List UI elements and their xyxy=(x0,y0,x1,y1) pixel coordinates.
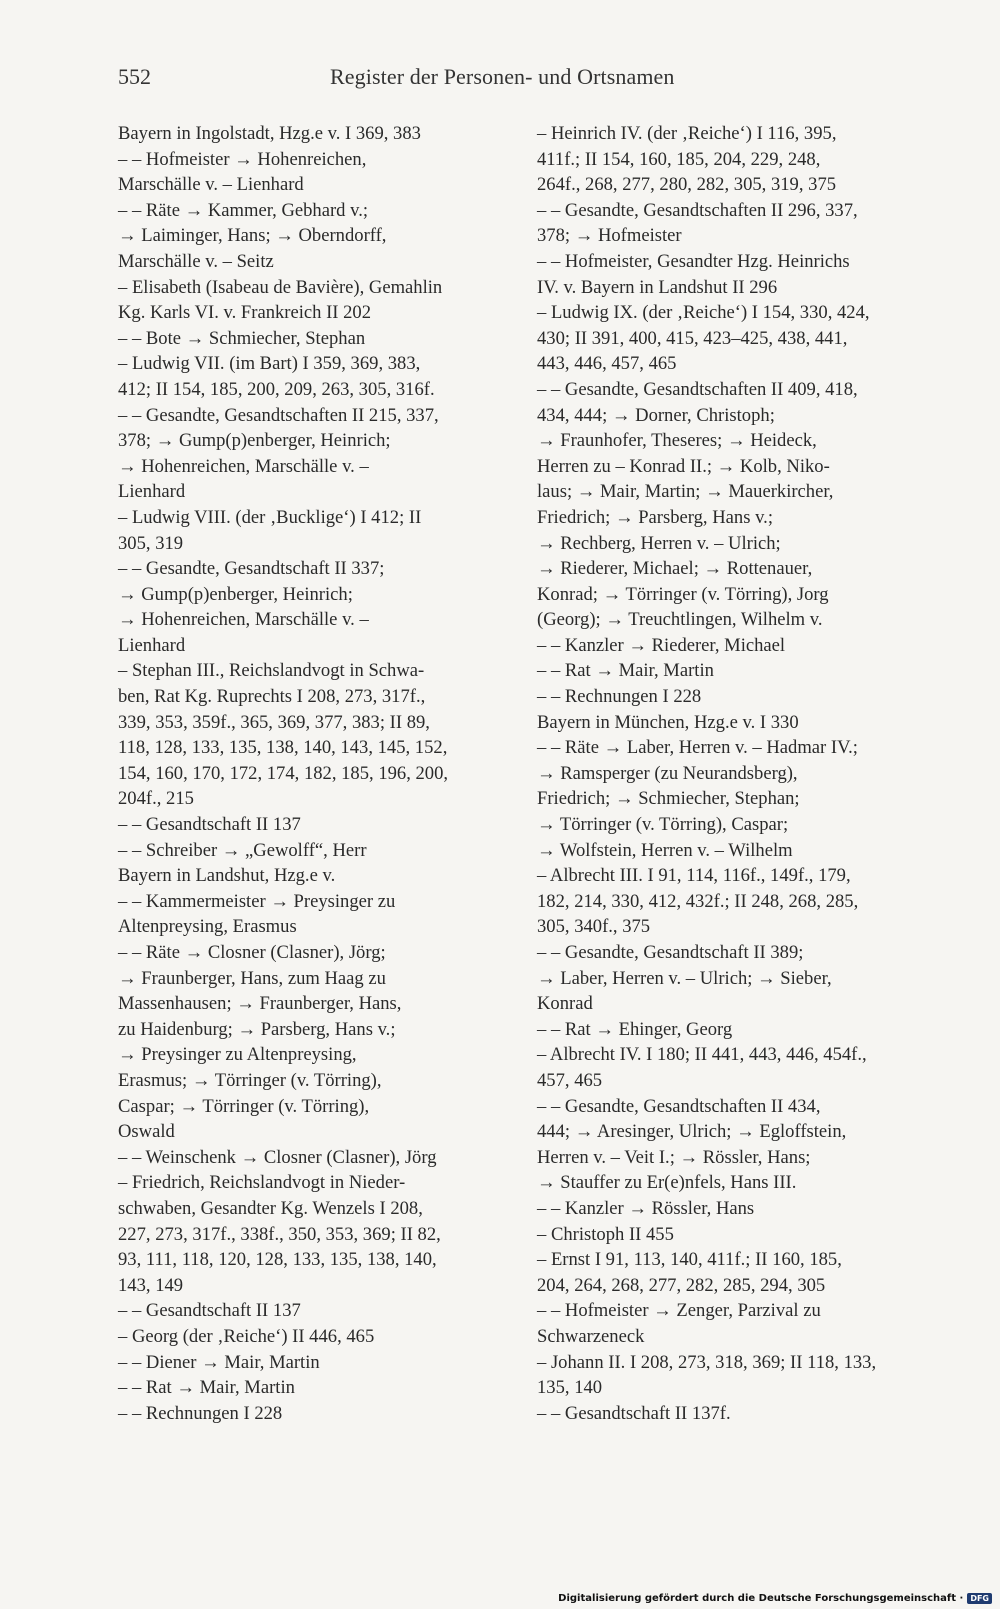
index-entry xyxy=(118,198,503,275)
entry-line: – – Gesandte, Gesandtschaften II 434, xyxy=(537,1095,821,1117)
entry-line: – Johann II. I 208, 273, 318, 369; II 118, 133, xyxy=(537,1351,877,1373)
entry-line: ben, Rat Kg. Ruprechts I 208, 273, 317f., xyxy=(118,686,426,708)
entry-line: 378; → Gump(p)enberger, Heinrich; xyxy=(118,430,391,452)
entry-line: Kg. Karls VI. v. Frankreich II 202 xyxy=(118,302,372,324)
entry-line: → Hohenreichen, Marschälle v. – xyxy=(118,609,369,631)
entry-line: – – Kanzler → Riederer, Michael xyxy=(537,634,786,656)
entry-line: – – Gesandte, Gesandtschaften II 215, 337, xyxy=(118,404,439,426)
entry-line: – – Bote → Schmiecher, Stephan xyxy=(118,327,366,349)
entry-line: → Fraunberger, Hans, zum Haag zu xyxy=(118,967,386,989)
entry-line: – – Weinschenk → Closner (Clasner), Jörg xyxy=(118,1146,437,1168)
entry-line: – Friedrich, Reichslandvogt in Nieder- xyxy=(118,1172,406,1194)
entry-line: 204f., 215 xyxy=(118,788,194,810)
entry-line: 264f., 268, 277, 280, 282, 305, 319, 375 xyxy=(537,174,837,196)
index-entry xyxy=(537,1094,922,1196)
index-entry xyxy=(537,1247,922,1298)
index-entry xyxy=(118,403,503,505)
entry-line: – – Kanzler → Rössler, Hans xyxy=(537,1197,755,1219)
entry-line: – – Rechnungen I 228 xyxy=(537,686,702,708)
entry-line: → Fraunhofer, Theseres; → Heideck, xyxy=(537,430,817,452)
entry-line: → Stauffer zu Er(e)nfels, Hans III. xyxy=(537,1172,797,1194)
index-entry xyxy=(118,351,503,402)
index-entry xyxy=(537,1401,922,1427)
entry-line: Marschälle v. – Seitz xyxy=(118,250,274,272)
entry-line: – – Rat → Ehinger, Georg xyxy=(537,1018,733,1040)
entry-line: 339, 353, 359f., 365, 369, 377, 383; II 89, xyxy=(118,711,430,733)
entry-line: 305, 319 xyxy=(118,532,184,554)
index-entry xyxy=(537,1350,922,1401)
entry-line: Lienhard xyxy=(118,481,186,503)
entry-line: 182, 214, 330, 412, 432f.; II 248, 268, 285, xyxy=(537,890,859,912)
entry-line: – – Schreiber → „Gewolff“, Herr xyxy=(118,839,367,861)
entry-line: Caspar; → Törringer (v. Törring), xyxy=(118,1095,370,1117)
entry-line: Friedrich; → Schmiecher, Stephan; xyxy=(537,788,800,810)
entry-line: – – Gesandtschaft II 137 xyxy=(118,1300,301,1322)
entry-line: Friedrich; → Parsberg, Hans v.; xyxy=(537,506,773,528)
entry-line: → Ramsperger (zu Neurandsberg), xyxy=(537,762,798,784)
entry-line: – Albrecht IV. I 180; II 441, 443, 446, 454f., xyxy=(537,1044,867,1066)
entry-line: – Elisabeth (Isabeau de Bavière), Gemahlin xyxy=(118,276,443,298)
index-entry xyxy=(537,1222,922,1248)
index-entry xyxy=(537,1017,922,1043)
entry-line: → Gump(p)enberger, Heinrich; xyxy=(118,583,353,605)
entry-line: – Ludwig VIII. (der ‚Bucklige‘) I 412; II xyxy=(118,506,422,528)
index-entry xyxy=(118,1170,503,1298)
entry-line: – Heinrich IV. (der ‚Reiche‘) I 116, 395, xyxy=(537,123,837,144)
entry-line: – Stephan III., Reichslandvogt in Schwa- xyxy=(118,660,425,682)
right-column xyxy=(537,121,922,1426)
entry-line: zu Haidenburg; → Parsberg, Hans v.; xyxy=(118,1018,396,1040)
entry-line: – Georg (der ‚Reiche‘) II 446, 465 xyxy=(118,1325,375,1347)
entry-line: Erasmus; → Törringer (v. Törring), xyxy=(118,1069,382,1091)
index-entry xyxy=(537,684,922,710)
index-entry xyxy=(537,633,922,659)
entry-line: → Laiminger, Hans; → Oberndorff, xyxy=(118,225,387,247)
entry-line: Oswald xyxy=(118,1121,175,1143)
entry-line: – – Gesandte, Gesandtschaften II 409, 418, xyxy=(537,378,858,400)
index-entry xyxy=(118,556,503,658)
index-entry xyxy=(537,1298,922,1349)
entry-line: 135, 140 xyxy=(537,1377,603,1399)
entry-line: – Ernst I 91, 113, 140, 411f.; II 160, 185, xyxy=(537,1249,842,1271)
entry-line: Lienhard xyxy=(118,634,186,656)
index-entry xyxy=(118,1324,503,1350)
entry-line: – Ludwig IX. (der ‚Reiche‘) I 154, 330, 424, xyxy=(537,302,870,324)
entry-line: – – Hofmeister → Hohenreichen, xyxy=(118,148,367,170)
index-entry xyxy=(118,658,503,812)
entry-line: Bayern in Landshut, Hzg.e v. xyxy=(118,865,336,887)
entry-line: Konrad xyxy=(537,993,593,1015)
entry-line: – – Diener → Mair, Martin xyxy=(118,1351,320,1373)
entry-line: – – Räte → Kammer, Gebhard v.; xyxy=(118,199,369,221)
index-entry xyxy=(537,249,922,300)
index-entry xyxy=(537,1196,922,1222)
entry-line: – – Gesandte, Gesandtschaft II 389; xyxy=(537,942,804,963)
entry-line: Marschälle v. – Lienhard xyxy=(118,174,304,196)
entry-line: – – Rechnungen I 228 xyxy=(118,1402,283,1424)
entry-line: → Törringer (v. Törring), Caspar; xyxy=(537,814,789,836)
entry-line: Bayern in Ingolstadt, Hzg.e v. I 369, 383 xyxy=(118,123,421,144)
index-entry xyxy=(118,326,503,352)
index-entry xyxy=(537,121,922,198)
entry-line: – Christoph II 455 xyxy=(537,1223,674,1245)
entry-line: IV. v. Bayern in Landshut II 296 xyxy=(537,276,778,298)
entry-line: – – Gesandtschaft II 137 xyxy=(118,814,301,836)
entry-line: → Riederer, Michael; → Rottenauer, xyxy=(537,558,813,580)
left-column xyxy=(118,121,503,1426)
entry-line: – Albrecht III. I 91, 114, 116f., 149f., 179, xyxy=(537,865,851,887)
entry-line: → Laber, Herren v. – Ulrich; → Sieber, xyxy=(537,967,832,989)
entry-line: – – Gesandtschaft II 137f. xyxy=(537,1402,731,1424)
entry-line: 154, 160, 170, 172, 174, 182, 185, 196, 200, xyxy=(118,762,449,784)
page-number: 552 xyxy=(118,64,151,89)
entry-line: 443, 446, 457, 465 xyxy=(537,353,677,375)
index-entry xyxy=(537,710,922,736)
entry-line: 444; → Aresinger, Ulrich; → Egloffstein, xyxy=(537,1121,847,1143)
entry-line: Herren zu – Konrad II.; → Kolb, Niko- xyxy=(537,455,830,477)
entry-line: laus; → Mair, Martin; → Mauerkircher, xyxy=(537,481,834,503)
entry-line: (Georg); → Treuchtlingen, Wilhelm v. xyxy=(537,609,823,631)
entry-line: 118, 128, 133, 135, 138, 140, 143, 145, 152, xyxy=(118,737,448,759)
credit-text: Digitalisierung gefördert durch die Deutsche Forschungsgemeinschaft · xyxy=(558,1593,964,1604)
index-entry xyxy=(118,505,503,556)
index-entry xyxy=(537,940,922,1017)
index-entry xyxy=(118,889,503,940)
entry-line: – – Rat → Mair, Martin xyxy=(118,1377,295,1399)
entry-line: – – Rat → Mair, Martin xyxy=(537,660,714,682)
entry-line: 411f.; II 154, 160, 185, 204, 229, 248, xyxy=(537,148,821,170)
index-entry xyxy=(118,1401,503,1427)
entry-line: schwaben, Gesandter Kg. Wenzels I 208, xyxy=(118,1197,423,1219)
index-entry xyxy=(537,1042,922,1093)
index-entry xyxy=(537,735,922,863)
entry-line: 412; II 154, 185, 200, 209, 263, 305, 316f. xyxy=(118,378,435,400)
entry-line: → Hohenreichen, Marschälle v. – xyxy=(118,455,369,477)
index-entry xyxy=(537,658,922,684)
dfg-logo: DFG xyxy=(967,1593,992,1604)
index-entry xyxy=(118,1145,503,1171)
entry-line: – – Räte → Closner (Clasner), Jörg; xyxy=(118,942,386,963)
entry-line: → Preysinger zu Altenpreysing, xyxy=(118,1044,357,1066)
entry-line: Herren v. – Veit I.; → Rössler, Hans; xyxy=(537,1146,811,1168)
entry-line: 430; II 391, 400, 415, 423–425, 438, 441, xyxy=(537,327,848,349)
index-entry xyxy=(118,1375,503,1401)
index-entry xyxy=(537,863,922,940)
entry-line: – – Hofmeister → Zenger, Parzival zu xyxy=(537,1300,821,1322)
entry-line: Massenhausen; → Fraunberger, Hans, xyxy=(118,993,402,1015)
entry-line: – – Kammermeister → Preysinger zu xyxy=(118,890,396,912)
entry-line: – Ludwig VII. (im Bart) I 359, 369, 383, xyxy=(118,353,421,375)
entry-line: 378; → Hofmeister xyxy=(537,225,682,247)
entry-line: → Rechberg, Herren v. – Ulrich; xyxy=(537,532,781,554)
entry-line: Schwarzeneck xyxy=(537,1325,645,1347)
index-entry xyxy=(118,147,503,198)
index-entry xyxy=(118,812,503,838)
entry-line: 457, 465 xyxy=(537,1069,603,1091)
index-entry xyxy=(118,1350,503,1376)
entry-line: Konrad; → Törringer (v. Törring), Jorg xyxy=(537,583,829,605)
index-entry xyxy=(537,377,922,633)
index-entry xyxy=(118,275,503,326)
index-entry xyxy=(118,1298,503,1324)
index-entry xyxy=(537,300,922,377)
entry-line: 434, 444; → Dorner, Christoph; xyxy=(537,404,775,426)
entry-line: Bayern in München, Hzg.e v. I 330 xyxy=(537,711,799,733)
index-entry xyxy=(118,863,503,889)
entry-line: – – Gesandte, Gesandtschaften II 296, 337, xyxy=(537,199,858,221)
entry-line: 204, 264, 268, 277, 282, 285, 294, 305 xyxy=(537,1274,826,1296)
entry-line: – – Gesandte, Gesandtschaft II 337; xyxy=(118,558,385,580)
entry-line: → Wolfstein, Herren v. – Wilhelm xyxy=(537,839,793,861)
entry-line: Altenpreysing, Erasmus xyxy=(118,916,297,938)
index-entry xyxy=(537,198,922,249)
entry-line: 227, 273, 317f., 338f., 350, 353, 369; II 82, xyxy=(118,1223,441,1245)
entry-line: – – Hofmeister, Gesandter Hzg. Heinrichs xyxy=(537,250,850,272)
entry-line: 305, 340f., 375 xyxy=(537,916,651,938)
index-entry xyxy=(118,838,503,864)
index-entry xyxy=(118,940,503,1145)
entry-line: – – Räte → Laber, Herren v. – Hadmar IV.; xyxy=(537,737,858,759)
entry-line: 93, 111, 118, 120, 128, 133, 135, 138, 140, xyxy=(118,1249,437,1271)
digitization-credit xyxy=(558,1593,992,1604)
entry-line: 143, 149 xyxy=(118,1274,184,1296)
index-entry xyxy=(118,121,503,147)
running-title: Register der Personen- und Ortsnamen xyxy=(330,64,675,89)
